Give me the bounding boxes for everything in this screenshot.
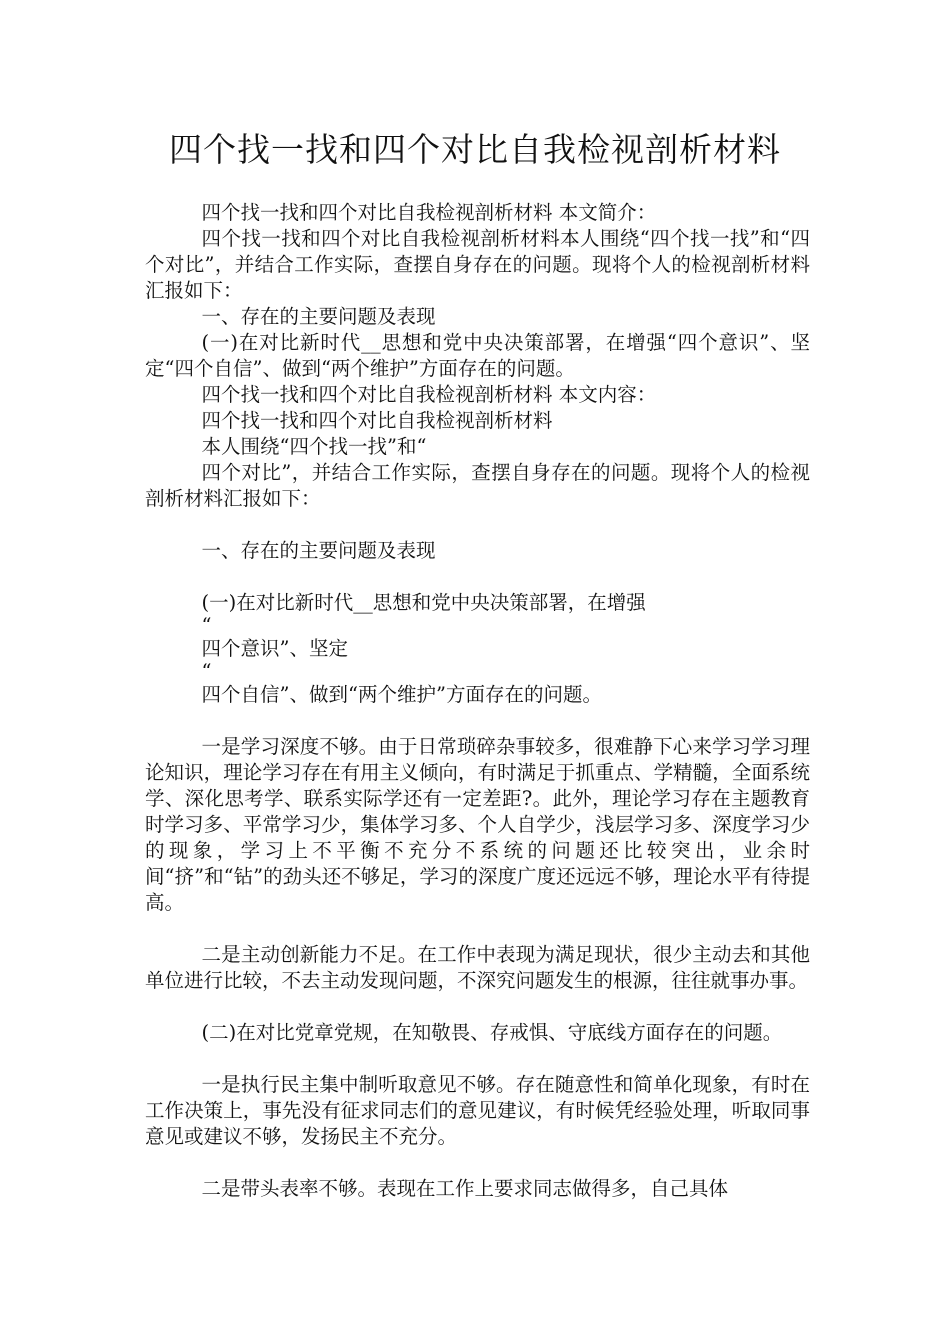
content-heading: 四个找一找和四个对比自我检视剖析材料 本文内容： xyxy=(201,383,657,406)
paragraph-gap xyxy=(145,1150,810,1176)
subsection-one-line: 四个意识”、坚定 xyxy=(201,637,349,660)
paragraph-gap xyxy=(145,1046,810,1072)
body-paragraph: 二是带头表率不够。表现在工作上要求同志做得多，自己具体 xyxy=(201,1177,729,1200)
content-intro-line: 本人围绕“四个找一找”和“ xyxy=(201,435,427,458)
quote-mark-line: “ xyxy=(201,614,212,637)
paragraph-gap xyxy=(145,916,810,942)
paragraph-gap xyxy=(145,512,810,538)
subsection-one-line: (一)在对比新时代__思想和党中央决策部署，在增强 xyxy=(201,591,646,614)
paragraph-gap xyxy=(145,708,810,734)
body-paragraph: 一是执行民主集中制听取意见不够。存在随意性和简单化现象，有时在工作决策上，事先没有征求同志们的意见建议，有时候凭经验处理，听取同事意见或建议不够，发扬民主不充分。 xyxy=(145,1073,810,1148)
body-paragraph: 二是主动创新能力不足。在工作中表现为满足现状，很少主动去和其他单位进行比较，不去主动发现问题，不深究问题发生的根源，往往就事办事。 xyxy=(145,943,810,992)
section-heading: 一、存在的主要问题及表现 xyxy=(201,539,436,562)
summary-heading: 四个找一找和四个对比自我检视剖析材料 本文简介： xyxy=(201,201,657,224)
paragraph-gap xyxy=(145,564,810,590)
content-intro-paragraph: 四个对比”，并结合工作实际，查摆自身存在的问题。现将个人的检视剖析材料汇报如下： xyxy=(145,461,810,510)
summary-subsection-heading: (一)在对比新时代__思想和党中央决策部署，在增强“四个意识”、坚定“四个自信”、做到“两个维护”方面存在的问题。 xyxy=(145,331,810,380)
content-title-line: 四个找一找和四个对比自我检视剖析材料 xyxy=(201,409,553,432)
body-paragraph: 一是学习深度不够。由于日常琐碎杂事较多，很难静下心来学习学习理论知识，理论学习存在有用主义倾向，有时满足于抓重点、学精髓，全面系统学、深化思考学、联系实际学还有一定差距?。此外，理论学习存在主题教育时学习多、平常学习少，集体学习多、个人自学少，浅层学习多、深度学习少的现象，学习上不平衡不充分不系统的问题还比较突出，业余时间“挤”和“钻”的劲头还不够足，学习的深度广度还远远不够，理论水平有待提高。 xyxy=(145,735,810,914)
summary-intro-paragraph: 四个找一找和四个对比自我检视剖析材料本人围绕“四个找一找”和“四个对比”，并结合工作实际，查摆自身存在的问题。现将个人的检视剖析材料汇报如下： xyxy=(145,227,810,302)
subsection-two-heading: (二)在对比党章党规，在知敬畏、存戒惧、守底线方面存在的问题。 xyxy=(201,1021,783,1044)
subsection-one-line: 四个自信”、做到“两个维护”方面存在的问题。 xyxy=(201,683,602,706)
summary-section-heading: 一、存在的主要问题及表现 xyxy=(201,305,436,328)
quote-mark-line: “ xyxy=(201,660,212,683)
document-body xyxy=(145,200,810,1202)
document-title: 四个找一找和四个对比自我检视剖析材料 xyxy=(169,130,781,169)
paragraph-gap xyxy=(145,994,810,1020)
